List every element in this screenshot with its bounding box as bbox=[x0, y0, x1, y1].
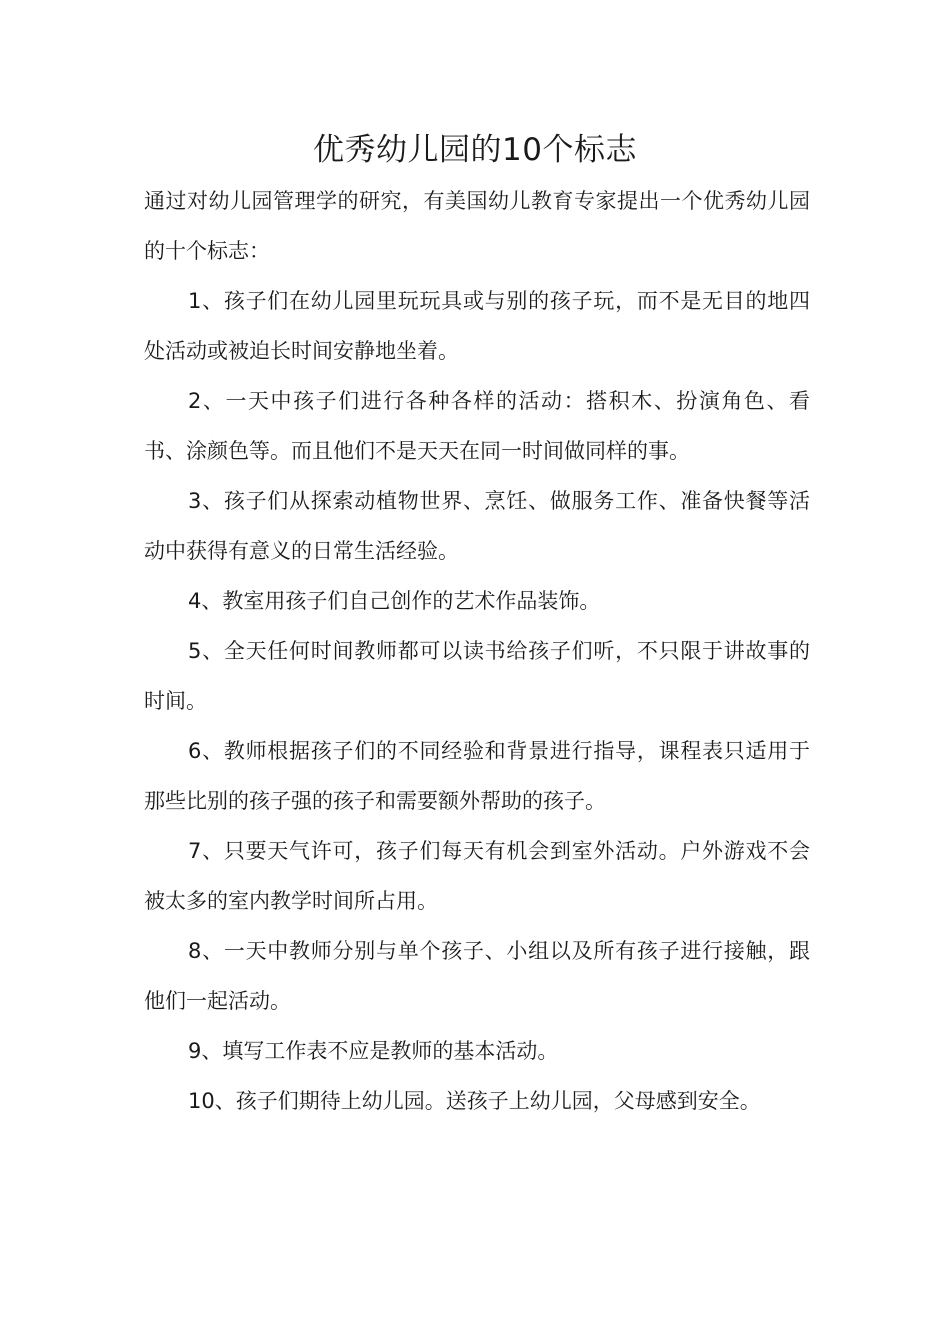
list-item: 2、一天中孩子们进行各种各样的活动：搭积木、扮演角色、看书、涂颜色等。而且他们不是天天在同一时间做同样的事。 bbox=[144, 389, 810, 463]
list-item: 6、教师根据孩子们的不同经验和背景进行指导，课程表只适用于那些比别的孩子强的孩子和需要额外帮助的孩子。 bbox=[144, 739, 810, 813]
document-body bbox=[144, 176, 810, 1126]
document-title: 优秀幼儿园的10个标志 bbox=[313, 132, 637, 168]
list-item: 8、一天中教师分别与单个孩子、小组以及所有孩子进行接触，跟他们一起活动。 bbox=[144, 939, 810, 1013]
intro-paragraph: 通过对幼儿园管理学的研究，有美国幼儿教育专家提出一个优秀幼儿园的十个标志： bbox=[144, 189, 810, 263]
list-item: 10、孩子们期待上幼儿园。送孩子上幼儿园，父母感到安全。 bbox=[188, 1089, 761, 1113]
list-item: 9、填写工作表不应是教师的基本活动。 bbox=[188, 1039, 559, 1063]
list-item: 4、教室用孩子们自己创作的艺术作品装饰。 bbox=[188, 589, 601, 613]
list-item: 7、只要天气许可，孩子们每天有机会到室外活动。户外游戏不会被太多的室内教学时间所占用。 bbox=[144, 839, 810, 913]
list-item: 3、孩子们从探索动植物世界、烹饪、做服务工作、准备快餐等活动中获得有意义的日常生活经验。 bbox=[144, 489, 810, 563]
list-item: 5、全天任何时间教师都可以读书给孩子们听，不只限于讲故事的时间。 bbox=[144, 639, 810, 713]
list-item: 1、孩子们在幼儿园里玩玩具或与别的孩子玩，而不是无目的地四处活动或被迫长时间安静地坐着。 bbox=[144, 289, 810, 363]
